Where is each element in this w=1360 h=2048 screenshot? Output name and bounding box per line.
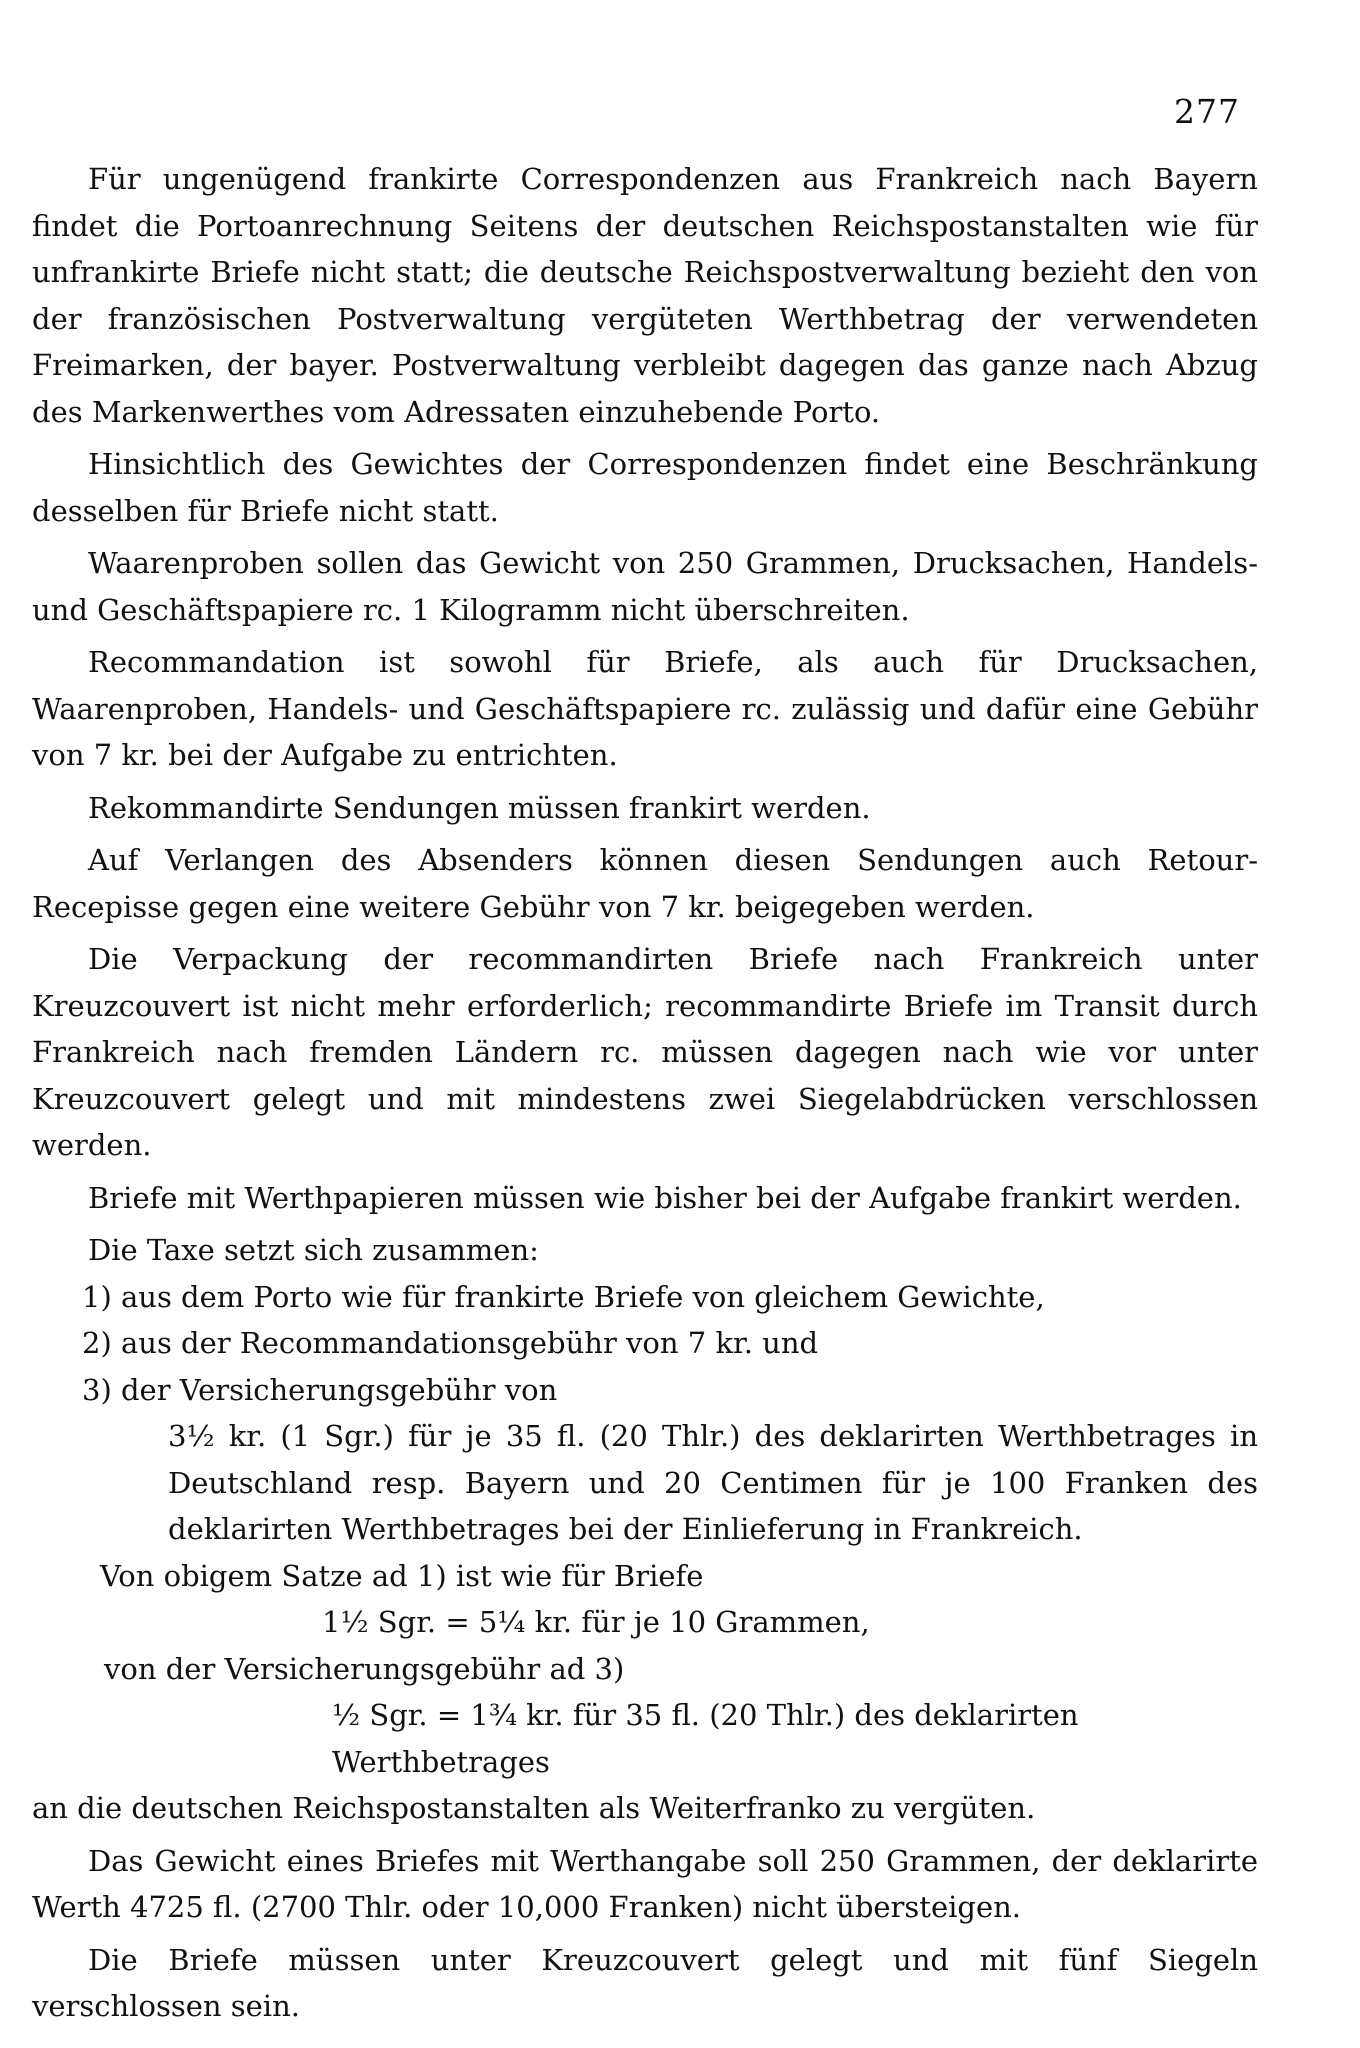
paragraph-recommandation: Recommandation ist sowohl für Briefe, als auch für Drucksachen, Waarenproben, Handels- und Geschäftspapiere rc. zulässig und dafür eine Gebühr von 7 kr. bei der Aufgabe zu entrichten. (32, 645, 1258, 772)
page-number: 277 (1174, 92, 1240, 131)
insurance-detail: 3½ kr. (1 Sgr.) für je 35 fl. (20 Thlr.) des deklarirten Werthbetrages in Deutschland resp. Bayern und 20 Centimen für je 100 Franken des deklarirten Werthbetrages bei der Einlieferung in Frankreich. (168, 1419, 1258, 1546)
paragraph-samples-weight: Waarenproben sollen das Gewicht von 250 Grammen, Drucksachen, Handels- und Geschäftspapiere rc. 1 Kilogramm nicht überschreiten. (32, 546, 1258, 627)
paragraph-value-letters: Briefe mit Werthpapieren müssen wie bisher bei der Aufgabe frankirt werden. (88, 1180, 1242, 1215)
paragraph-value-weight-limit: Das Gewicht eines Briefes mit Werthangabe soll 250 Grammen, der deklarirte Werth 4725 fl. (2700 Thlr. oder 10,000 Franken) nicht übersteigen. (32, 1843, 1258, 1924)
list-item: 2) aus der Recommandationsgebühr von 7 kr. und (82, 1326, 819, 1360)
paragraph-underpaid-correspondence: Für ungenügend frankirte Correspondenzen aus Frankreich nach Bayern findet die Portoanrechnung Seitens der deutschen Reichspostanstalten wie für unfrankirte Briefe nicht statt; die deutsche Reichspostverwaltung bezieht den von der französischen Postverwaltung vergüteten Werthbetrag der verwendeten Freimarken, der bayer. Postverwaltung verbleibt dagegen das ganze nach Abzug des Markenwerthes vom Adressaten einzuhebende Porto. (32, 162, 1258, 429)
from-above-line: Von obigem Satze ad 1) ist wie für Briefe (100, 1558, 704, 1593)
from-insurance-line: von der Versicherungsgebühr ad 3) (104, 1651, 625, 1686)
paragraph-weight-limit-letters: Hinsichtlich des Gewichtes der Correspondenzen findet eine Beschränkung desselben für Briefe nicht statt. (32, 447, 1258, 528)
paragraph-registered-prepaid: Rekommandirte Sendungen müssen frankirt werden. (88, 790, 871, 825)
rate-line-2: ½ Sgr. = 1¾ kr. für 35 fl. (20 Thlr.) des deklarirten Werthbetrages (332, 1698, 1079, 1779)
rate-continuation: an die deutschen Reichspostanstalten als Weiterfranko zu vergüten. (32, 1791, 1036, 1825)
paragraph-seals: Die Briefe müssen unter Kreuzcouvert gelegt und mit fünf Siegeln verschlossen sein. (32, 1942, 1258, 2023)
rate-line-1: 1½ Sgr. = 5¼ kr. für je 10 Grammen, (322, 1605, 870, 1639)
body-text (32, 156, 1258, 2036)
paragraph-tax-composition: Die Taxe setzt sich zusammen: (88, 1233, 539, 1267)
list-item: 1) aus dem Porto wie für frankirte Briefe von gleichem Gewichte, (82, 1279, 1045, 1314)
paragraph-packaging: Die Verpackung der recommandirten Briefe nach Frankreich unter Kreuzcouvert ist nicht mehr erforderlich; recommandirte Briefe im Transit durch Frankreich nach fremden Ländern rc. müssen dagegen nach wie vor unter Kreuzcouvert gelegt und mit mindestens zwei Siegelabdrücken verschlossen werden. (32, 942, 1258, 1162)
tax-component-list (32, 1274, 1258, 1414)
list-item: 3) der Versicherungsgebühr von (82, 1372, 558, 1407)
paragraph-return-receipt: Auf Verlangen des Absenders können diesen Sendungen auch Retour-Recepisse gegen eine weitere Gebühr von 7 kr. beigegeben werden. (32, 843, 1258, 924)
